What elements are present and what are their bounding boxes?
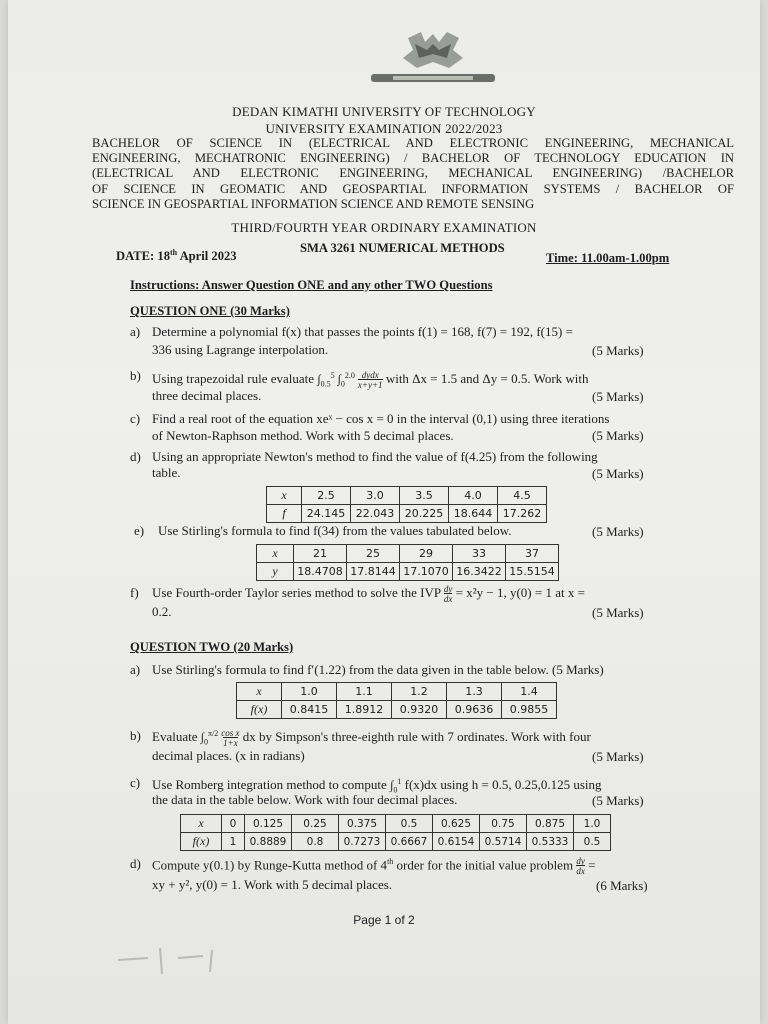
q2-c-text: Use Romberg integration method to compute $\int_0^1$ f(x)dx using h = 0.5, 0.25,0.125 using xyxy=(152,777,602,795)
q2-d-label: d) xyxy=(130,856,141,871)
table-cell: 37 xyxy=(506,545,559,563)
table-cell: 1.4 xyxy=(502,683,557,701)
table-cell: 1 xyxy=(222,833,245,851)
table-cell: 33 xyxy=(453,545,506,563)
table-row xyxy=(237,701,557,719)
integral-0-1: $\int_0^1$ xyxy=(390,777,402,795)
table-cell: 17.8144 xyxy=(347,563,400,581)
programme-line: SCIENCE IN GEOSPARTIAL INFORMATION SCIENCE AND REMOTE SENSING xyxy=(92,196,535,211)
table-cell: 0.9855 xyxy=(502,701,557,719)
table-cell: 0.9636 xyxy=(447,701,502,719)
q2-b-marks: (5 Marks) xyxy=(592,749,644,764)
table-cell: 1.3 xyxy=(447,683,502,701)
table-cell: 0.5 xyxy=(386,815,433,833)
q1-e-text: Use Stirling's formula to find f(34) from the values tabulated below. xyxy=(158,523,512,538)
q2-c-marks: (5 Marks) xyxy=(592,793,644,808)
table-cell: 0.5 xyxy=(574,833,611,851)
q1-f-text2: 0.2. xyxy=(152,604,172,619)
page-number: Page 1 of 2 xyxy=(353,913,415,927)
table-cell: 0.625 xyxy=(433,815,480,833)
table-cell: 1.8912 xyxy=(337,701,392,719)
table-row xyxy=(257,563,559,581)
q2-c-text2: the data in the table below. Work with four decimal places. xyxy=(152,792,458,807)
table-cell: 0.6667 xyxy=(386,833,433,851)
table-cell: 3.5 xyxy=(400,487,449,505)
q1-a-label: a) xyxy=(130,324,141,339)
table-cell: 0 xyxy=(222,815,245,833)
programme-line: BACHELOR OF SCIENCE IN (ELECTRICAL AND ELECTRONIC ENGINEERING, MECHANICAL xyxy=(92,136,734,150)
table-row xyxy=(267,505,547,523)
instructions: Instructions: Answer Question ONE and any other TWO Questions xyxy=(130,278,493,292)
exam-page xyxy=(8,0,760,1024)
q1-f-text: Use Fourth-order Taylor series method to solve the IVP $\frac{dy}{dx} = x^2y - 1$, y(0) = 1 at x = xyxy=(152,584,585,604)
table-cell: 0.8889 xyxy=(245,833,292,851)
q1-f-marks: (5 Marks) xyxy=(592,605,644,620)
q1-f-label: f) xyxy=(130,585,139,600)
q2-b-label: b) xyxy=(130,728,141,743)
table-cell: 0.7273 xyxy=(339,833,386,851)
table-cell: 0.125 xyxy=(245,815,292,833)
q1-e-table xyxy=(256,544,559,581)
q1-d-table xyxy=(266,486,547,523)
table-cell: 0.6154 xyxy=(433,833,480,851)
table-cell: 0.375 xyxy=(339,815,386,833)
table-cell: 1.0 xyxy=(282,683,337,701)
table-cell: 1.1 xyxy=(337,683,392,701)
q1-c-text2: of Newton-Raphson method. Work with 5 decimal places. xyxy=(152,428,454,443)
pencil-scribble xyxy=(108,940,228,980)
double-integral: $\int_{0.5}^5$ $\int_0^{2.0}$ dydx x+y+1 xyxy=(317,370,383,391)
q2-b-text2: decimal places. (x in radians) xyxy=(152,748,305,763)
table-cell: 0.8 xyxy=(292,833,339,851)
year-level: THIRD/FOURTH YEAR ORDINARY EXAMINATION xyxy=(231,220,537,235)
q1-a-marks: (5 Marks) xyxy=(592,343,644,358)
q1-e-label: e) xyxy=(134,523,145,538)
table-cell: 18.644 xyxy=(449,505,498,523)
q1-b-marks: (5 Marks) xyxy=(592,389,644,404)
table-cell: y xyxy=(257,563,294,581)
exam-time: Time: 11.00am-1.00pm xyxy=(546,251,670,265)
table-cell: 15.5154 xyxy=(506,563,559,581)
table-cell: f xyxy=(267,505,302,523)
programme-line: ENGINEERING, MECHATRONIC ENGINEERING) / BACHELOR OF TECHNOLOGY EDUCATION IN xyxy=(92,151,734,166)
q1-c-label: c) xyxy=(130,411,141,426)
programme-line: (ELECTRICAL AND ELECTRONIC ENGINEERING, MECHANICAL ENGINEERING) /BACHELOR xyxy=(92,166,734,181)
q1-c-text: Find a real root of the equation xeˣ − cos x = 0 in the interval (0,1) using three iterations xyxy=(152,411,610,426)
table-row xyxy=(181,815,611,833)
q2-c-label: c) xyxy=(130,775,141,790)
exam-date: DATE: 18th April 2023 xyxy=(116,248,237,264)
university-logo xyxy=(363,28,503,94)
q1-d-text2: table. xyxy=(152,465,181,480)
table-cell: 0.875 xyxy=(527,815,574,833)
table-cell: 25 xyxy=(347,545,400,563)
q1-d-label: d) xyxy=(130,449,141,464)
q2-a-text: Use Stirling's formula to find f′(1.22) from the data given in the table below. (5 Marks) xyxy=(152,662,604,677)
q1-d-text: Using an appropriate Newton's method to find the value of f(4.25) from the following xyxy=(152,449,598,464)
programme-line: OF SCIENCE IN GEOMATIC AND GEOSPARTIAL INFORMATION SYSTEMS / BACHELOR OF xyxy=(92,181,734,196)
q1-a-text2: 336 using Lagrange interpolation. xyxy=(152,342,329,357)
dy-dx-fraction: $\frac{dy}{dx}$ xyxy=(576,856,585,877)
table-cell: 24.145 xyxy=(302,505,351,523)
table-row xyxy=(237,683,557,701)
table-cell: 1.2 xyxy=(392,683,447,701)
table-row xyxy=(257,545,559,563)
programme-list xyxy=(92,136,734,212)
q2-d-text: Compute y(0.1) by Runge-Kutta method of 4th order for the initial value problem $\frac{dy}{dx}$ = xyxy=(152,856,596,877)
table-cell: 0.25 xyxy=(292,815,339,833)
table-cell: 2.5 xyxy=(302,487,351,505)
table-cell: 22.043 xyxy=(351,505,400,523)
table-cell: 3.0 xyxy=(351,487,400,505)
table-cell: 1.0 xyxy=(574,815,611,833)
table-cell: x xyxy=(267,487,302,505)
question-one-title: QUESTION ONE (30 Marks) xyxy=(130,304,290,318)
table-cell: x xyxy=(257,545,294,563)
q1-a-text: Determine a polynomial f(x) that passes the points f(1) = 168, f(7) = 192, f(15) = xyxy=(152,324,573,339)
q1-c-marks: (5 Marks) xyxy=(592,428,644,443)
table-cell: 17.1070 xyxy=(400,563,453,581)
q2-a-label: a) xyxy=(130,662,141,677)
table-cell: 0.8415 xyxy=(282,701,337,719)
table-cell: 29 xyxy=(400,545,453,563)
table-cell: x xyxy=(237,683,282,701)
table-cell: 0.9320 xyxy=(392,701,447,719)
q1-e-marks: (5 Marks) xyxy=(592,524,644,539)
table-cell: 18.4708 xyxy=(294,563,347,581)
q1-b-text2: three decimal places. xyxy=(152,388,262,403)
q1-b-text: Using trapezoidal rule evaluate $\int_{0.5}^5$ $\int_0^{2.0}$ dydx x+y+1 with Δx = 1.5 and Δy = 0.5. Work with xyxy=(152,370,589,391)
table-cell: x xyxy=(181,815,222,833)
table-cell: 4.0 xyxy=(449,487,498,505)
q2-c-table xyxy=(180,814,611,851)
university-name: DEDAN KIMATHI UNIVERSITY OF TECHNOLOGY xyxy=(232,104,536,119)
q1-d-marks: (5 Marks) xyxy=(592,466,644,481)
dy-dx-fraction: $\frac{dy}{dx}$ xyxy=(443,584,453,604)
table-cell: 0.5714 xyxy=(480,833,527,851)
table-cell: 16.3422 xyxy=(453,563,506,581)
table-cell: 17.262 xyxy=(498,505,547,523)
table-cell: 21 xyxy=(294,545,347,563)
table-cell: 0.75 xyxy=(480,815,527,833)
table-cell: 20.225 xyxy=(400,505,449,523)
exam-title: UNIVERSITY EXAMINATION 2022/2023 xyxy=(265,121,503,136)
q1-b-label: b) xyxy=(130,368,141,383)
table-row xyxy=(181,833,611,851)
table-cell: f(x) xyxy=(181,833,222,851)
table-row xyxy=(267,487,547,505)
q2-a-table xyxy=(236,682,557,719)
table-cell: f(x) xyxy=(237,701,282,719)
q2-d-marks: (6 Marks) xyxy=(596,878,648,893)
question-two-title: QUESTION TWO (20 Marks) xyxy=(130,640,294,654)
course-title: SMA 3261 NUMERICAL METHODS xyxy=(300,241,505,255)
q2-b-text: Evaluate $\int_0^{\pi/2} \frac{\text{cos x}}{1+x}$ dx by Simpson's three-eighth rule with 7 ordinates. Work with four xyxy=(152,728,591,749)
table-cell: 4.5 xyxy=(498,487,547,505)
table-cell: 0.5333 xyxy=(527,833,574,851)
q2-d-text2: xy + y², y(0) = 1. Work with 5 decimal places. xyxy=(152,877,393,892)
integral-pi-over-2: $\int_0^{\pi/2} \frac{\text{cos x}}{1+x}$ xyxy=(200,728,240,749)
